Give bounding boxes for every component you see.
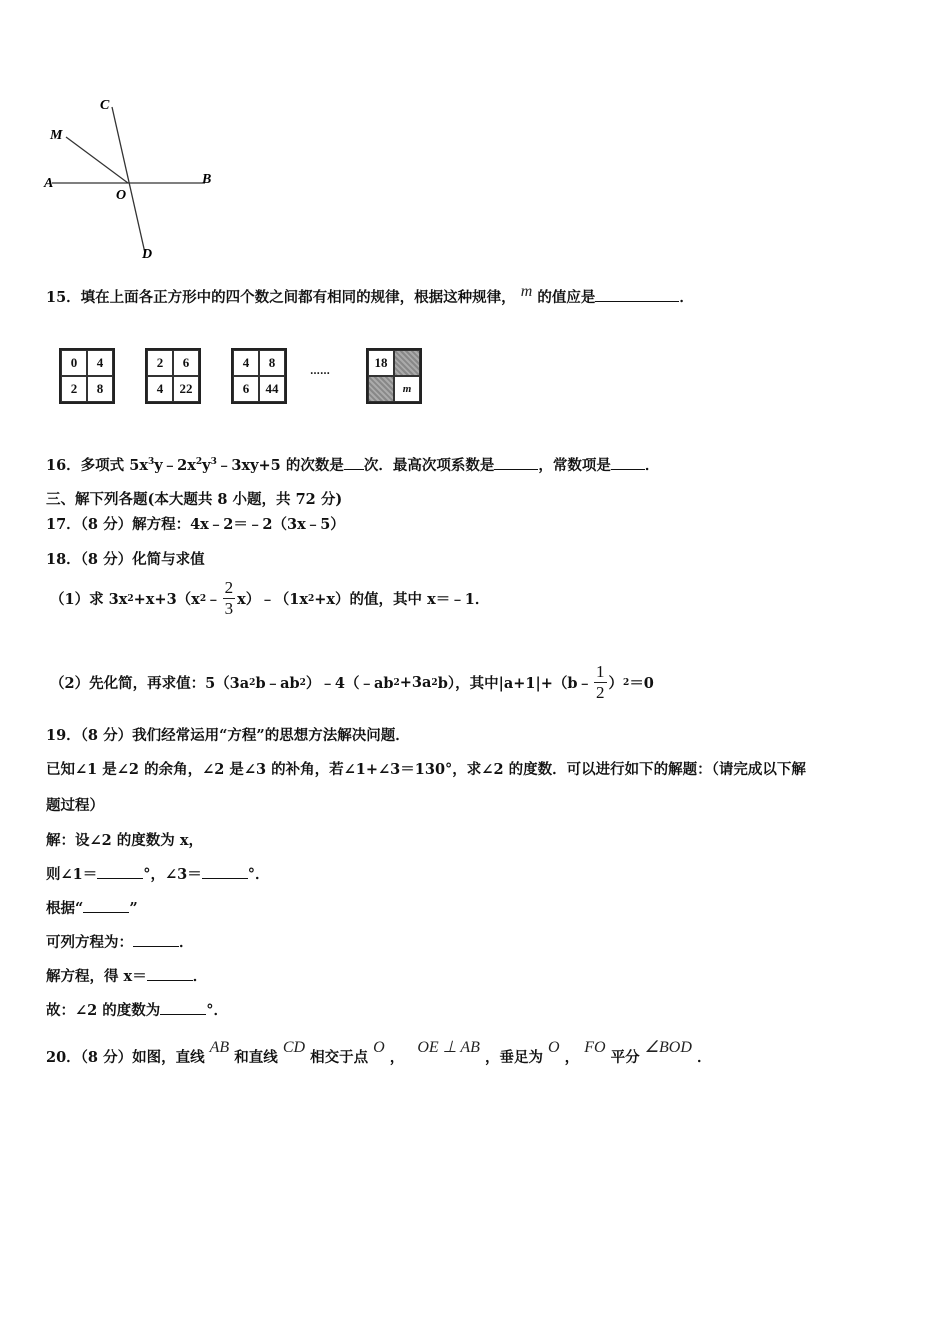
square-2-cell: 22: [173, 376, 199, 402]
q19-text: ”: [129, 900, 138, 917]
q18-text: ﹣: [206, 591, 221, 608]
q20-text: ，: [564, 1049, 580, 1066]
q15-text-a: 15．填在上面各正方形中的四个数之间都有相同的规律，根据这种规律，: [46, 289, 516, 306]
q18-text: ）﹣4（﹣ab: [305, 675, 394, 692]
q20-text: 平分: [610, 1049, 640, 1066]
square-3: [231, 348, 287, 404]
label-m: M: [50, 128, 63, 143]
square-3-cell: 6: [233, 376, 259, 402]
question-18-title: 18．（8 分）化简与求值: [46, 551, 205, 568]
fraction-one-half: [594, 662, 607, 703]
q16-text: 次．最高次项系数是: [363, 457, 495, 474]
q20-math-angle-bod: ∠BOD: [644, 1039, 692, 1056]
q18-exp: 2: [127, 593, 134, 604]
q18-text: （1）求 3x: [50, 591, 128, 608]
q18-text: +3a: [399, 674, 432, 691]
q18-exp: 2: [299, 677, 306, 688]
angle-figure: [40, 95, 230, 270]
question-15: [46, 283, 694, 307]
q16-text: y: [202, 457, 211, 474]
q16-text: ﹣3xy+5 的次数是: [216, 457, 344, 474]
q20-text: 相交于点: [310, 1049, 369, 1066]
q18-text: ＝0: [629, 675, 654, 692]
q19-text: 根据“: [46, 900, 84, 917]
q18-text: x）﹣（1x: [237, 591, 308, 608]
q16-text: ，常数项是: [538, 457, 611, 474]
q15-text-c: ．: [679, 289, 694, 306]
square-2-cell: 6: [173, 350, 199, 376]
q20-text: 20．（8 分）如图，直线: [46, 1049, 205, 1066]
q19-solution-4: [46, 931, 194, 952]
q19-text: °．: [206, 1002, 229, 1019]
q18-exp: 2: [249, 677, 256, 688]
square-2-cell: 2: [147, 350, 173, 376]
q19-solution-3: [46, 897, 138, 918]
q20-text: ，垂足为: [484, 1049, 543, 1066]
label-a: A: [44, 176, 54, 191]
q16-text: ．: [644, 457, 660, 474]
square-last: [366, 348, 422, 404]
question-19-title: 19．（8 分）我们经常运用“方程”的思想方法解决问题．: [46, 727, 410, 744]
frac-num: 1: [596, 662, 605, 681]
question-18-part1: [50, 578, 489, 619]
square-1-cell: 0: [61, 350, 87, 376]
q20-text: ．: [696, 1049, 712, 1066]
q18-exp: 2: [199, 593, 207, 604]
square-1-cell: 2: [61, 376, 87, 402]
q19-text: °，∠3＝: [143, 866, 202, 883]
q20-math-ab: AB: [209, 1039, 230, 1056]
square-1-cell: 4: [87, 350, 113, 376]
q15-answer-blank[interactable]: [595, 287, 679, 303]
square-2-cell: 4: [147, 376, 173, 402]
square-3-cell: 44: [259, 376, 285, 402]
q19-text: 可列方程为：: [46, 934, 133, 951]
label-d: D: [142, 247, 153, 262]
square-last-shaded: [394, 350, 420, 376]
frac-num: 2: [224, 578, 234, 597]
q20-text: ，: [389, 1049, 405, 1066]
q18-exp: 2: [623, 677, 630, 688]
q19-solution-2: [46, 863, 270, 884]
q18-text: ）: [608, 675, 624, 692]
ellipsis: ……: [310, 366, 330, 377]
square-3-cell: 4: [233, 350, 259, 376]
q19-solution-6: [46, 999, 228, 1020]
q15-var-m: m: [520, 283, 533, 300]
q20-text: 和直线: [234, 1049, 278, 1066]
q19-text: 则∠1＝: [46, 866, 98, 883]
q16-blank-const[interactable]: [611, 455, 645, 471]
q19-blank-reason[interactable]: [83, 898, 129, 914]
square-1-cell: 8: [87, 376, 113, 402]
square-2: [145, 348, 201, 404]
q20-math-o: O: [373, 1039, 385, 1056]
q19-solution-1: 解：设∠2 的度数为 x，: [46, 832, 203, 849]
q16-blank-degree[interactable]: [344, 455, 364, 471]
q19-text: °．: [247, 866, 270, 883]
q18-text: +x+3（x: [133, 591, 200, 608]
q16-text: y﹣2x: [154, 457, 196, 474]
q20-math-cd: CD: [282, 1039, 306, 1056]
question-17: 17．（8 分）解方程：4x﹣2＝﹣2（3x﹣5）: [46, 516, 345, 533]
label-c: C: [100, 98, 110, 113]
q20-math-o: O: [548, 1039, 560, 1056]
square-last-shaded: [368, 376, 394, 402]
q19-blank-angle1[interactable]: [97, 864, 143, 880]
q19-blank-equation[interactable]: [133, 932, 179, 948]
q16-blank-coef[interactable]: [494, 455, 538, 471]
label-b: B: [202, 172, 212, 187]
line-cd: [112, 107, 145, 253]
q16-exp: 3: [147, 457, 155, 468]
q15-text-b: 的值应是: [537, 289, 596, 306]
q19-solution-5: [46, 965, 207, 986]
question-18-part2: [50, 662, 654, 703]
question-20: [46, 1039, 712, 1067]
frac-den: 3: [224, 599, 234, 618]
q19-text: 故：∠2 的度数为: [46, 1002, 161, 1019]
square-3-cell: 8: [259, 350, 285, 376]
q19-blank-x[interactable]: [147, 966, 193, 982]
frac-den: 2: [596, 683, 605, 702]
ray-om: [66, 137, 128, 183]
square-last-m: m: [394, 376, 420, 402]
question-19-line2: 题过程）: [46, 797, 104, 814]
q18-exp: 2: [307, 593, 315, 604]
q19-blank-angle3[interactable]: [202, 864, 248, 880]
q19-text: ．: [192, 968, 208, 985]
question-16: [46, 454, 659, 475]
q16-text: 16．多项式 5x: [46, 457, 148, 474]
q16-exp: 3: [210, 457, 217, 468]
q19-text: 解方程，得 x＝: [46, 968, 147, 985]
square-last-cell: 18: [368, 350, 394, 376]
q18-text: b﹣ab: [255, 675, 300, 692]
q18-text: +x）的值，其中 x＝﹣1．: [314, 591, 490, 608]
section-3-heading: 三、解下列各题(本大题共 8 小题，共 72 分): [46, 491, 343, 508]
question-19-line1: 已知∠1 是∠2 的余角，∠2 是∠3 的补角，若∠1+∠3＝130°，求∠2 的度数．可以进行如下的解题：（请完成以下解: [46, 761, 806, 778]
q20-math-oe-perp-ab: OE ⊥ AB: [417, 1039, 480, 1056]
q19-text: ．: [179, 934, 194, 951]
fraction-two-thirds: [223, 578, 236, 619]
q18-text: b），其中|a+1|+（b﹣: [437, 675, 593, 692]
q19-blank-result[interactable]: [160, 1000, 206, 1016]
square-1: [59, 348, 115, 404]
q18-exp: 2: [393, 677, 400, 688]
q20-math-fo: FO: [584, 1039, 606, 1056]
q18-text: （2）先化简，再求值：5（3a: [50, 675, 250, 692]
q18-exp: 2: [431, 677, 438, 688]
q16-exp: 2: [195, 457, 203, 468]
label-o: O: [116, 188, 127, 203]
